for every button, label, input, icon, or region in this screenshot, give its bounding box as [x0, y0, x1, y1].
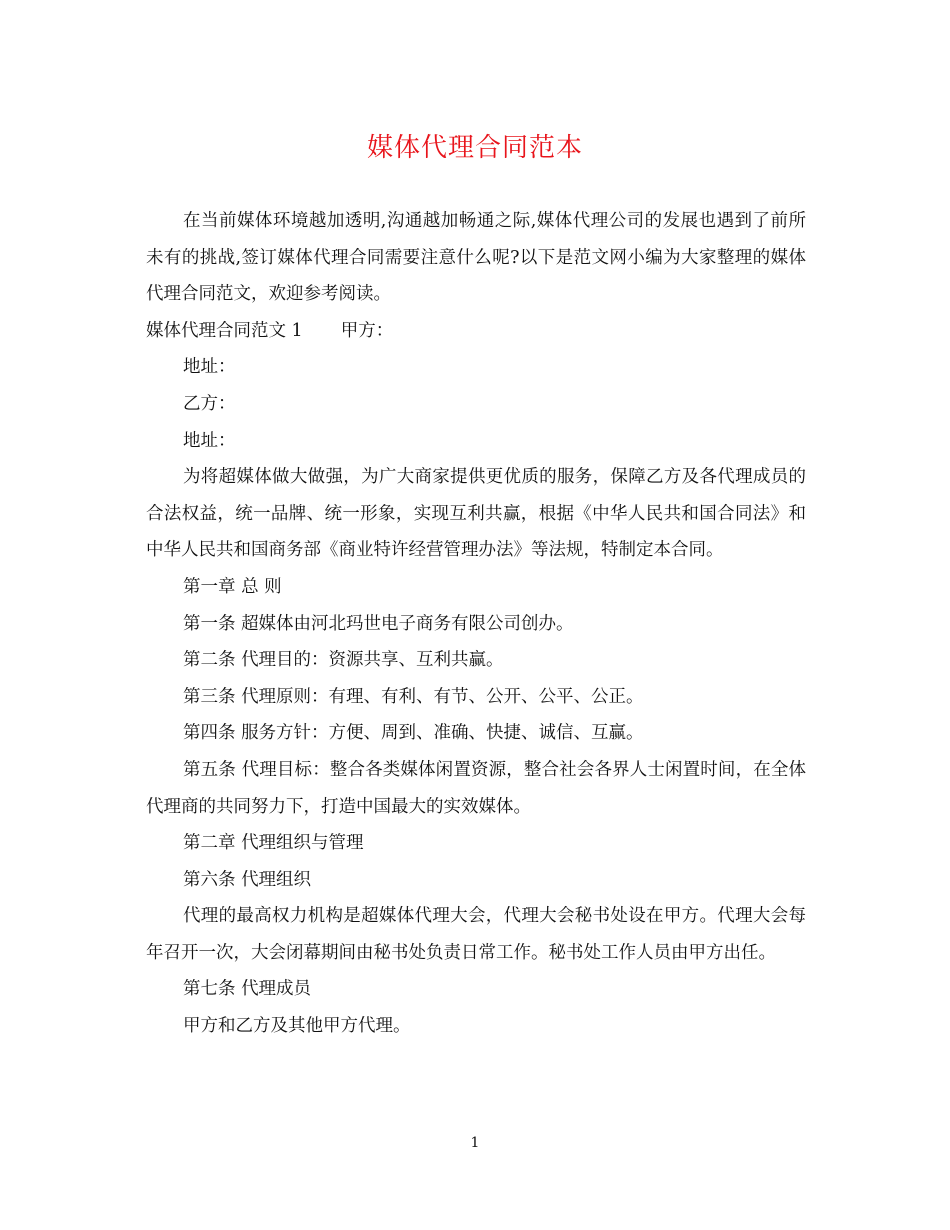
document-title: 媒体代理合同范本 [366, 133, 583, 163]
article-7-heading: 第七条 代理成员 [183, 979, 312, 1000]
preamble-paragraph: 为将超媒体做大做强，为广大商家提供更优质的服务，保障乙方及各代理成员的合法权益，统一品牌、统一形象，实现互利共赢，根据《中华人民共和国合同法》和中华人民共和国商务部《商业特许经营管理办法》等法规，特制定本合同。 [146, 467, 806, 561]
page-number: 1 [470, 1135, 480, 1151]
sample-heading-line [146, 313, 806, 350]
article-6-heading: 第六条 代理组织 [183, 869, 312, 890]
party-a-address-label: 地址： [183, 357, 236, 378]
article-5: 第五条 代理目标：整合各类媒体闲置资源，整合社会各界人士闲置时间，在全体代理商的共同努力下，打造中国最大的实效媒体。 [146, 759, 806, 817]
article-4: 第四条 服务方针：方便、周到、准确、快捷、诚信、互赢。 [183, 723, 644, 744]
party-b-label: 乙方： [183, 393, 236, 414]
article-2: 第二条 代理目的：资源共享、互利共赢。 [183, 650, 504, 671]
article-6-paragraph: 代理的最高权力机构是超媒体代理大会，代理大会秘书处设在甲方。代理大会每年召开一次，大会闭幕期间由秘书处负责日常工作。秘书处工作人员由甲方出任。 [146, 906, 806, 963]
article-3: 第三条 代理原则：有理、有利、有节、公开、公平、公正。 [183, 686, 644, 707]
party-a-label: 甲方： [340, 320, 394, 341]
intro-paragraph: 在当前媒体环境越加透明,沟通越加畅通之际,媒体代理公司的发展也遇到了前所未有的挑战,签订媒体代理合同需要注意什么呢?以下是范文网小编为大家整理的媒体代理合同范文，欢迎参考阅读。 [146, 211, 806, 305]
document-body [146, 203, 806, 1045]
chapter-heading-2: 第二章 代理组织与管理 [183, 833, 364, 854]
article-1: 第一条 超媒体由河北玛世电子商务有限公司创办。 [183, 613, 574, 634]
article-7-paragraph: 甲方和乙方及其他甲方代理。 [183, 1016, 411, 1037]
party-b-address-label: 地址： [183, 430, 236, 451]
sample-heading: 媒体代理合同范文 1 [146, 320, 303, 341]
chapter-heading-1: 第一章 总 则 [183, 576, 282, 597]
